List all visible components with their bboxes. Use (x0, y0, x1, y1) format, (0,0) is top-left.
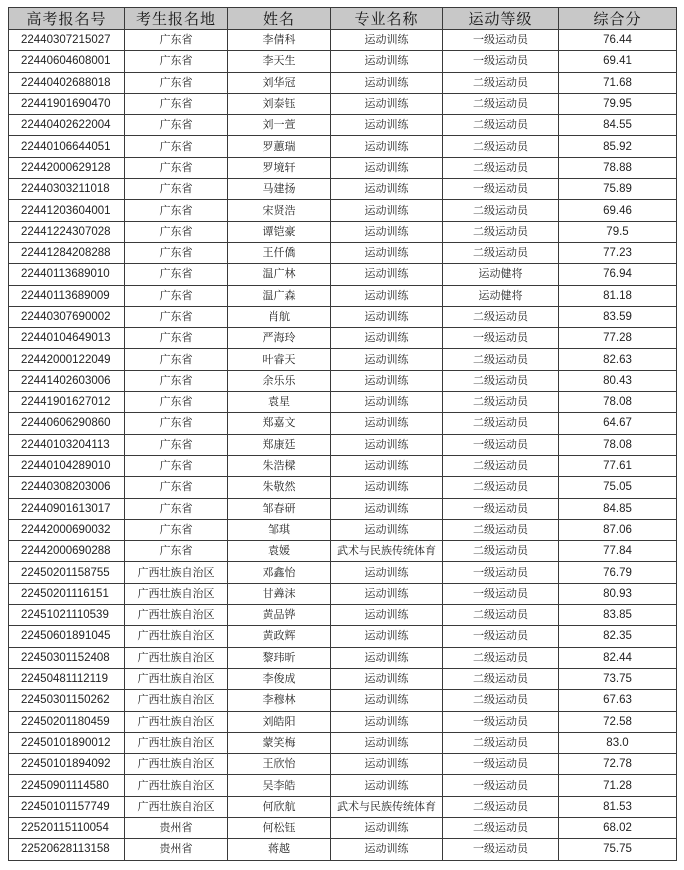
table-row (9, 413, 677, 434)
cell-sport-level: 二级运动员 (443, 605, 559, 626)
cell-name: 朱浩樑 (228, 455, 331, 476)
cell-exam-id: 22441901690470 (9, 93, 125, 114)
cell-major: 运动训练 (331, 242, 443, 263)
table-row (9, 455, 677, 476)
cell-region: 贵州省 (125, 817, 228, 838)
cell-region: 广东省 (125, 413, 228, 434)
cell-exam-id: 22440103204113 (9, 434, 125, 455)
cell-exam-id: 22450201116151 (9, 583, 125, 604)
cell-name: 王仟僑 (228, 242, 331, 263)
cell-name: 肖航 (228, 306, 331, 327)
table-row (9, 647, 677, 668)
cell-major: 运动训练 (331, 349, 443, 370)
header-exam-id: 高考报名号 (9, 8, 125, 30)
cell-major: 运动训练 (331, 200, 443, 221)
cell-region: 广东省 (125, 370, 228, 391)
cell-name: 叶睿天 (228, 349, 331, 370)
cell-name: 严海玲 (228, 328, 331, 349)
cell-region: 贵州省 (125, 839, 228, 860)
cell-score: 83.0 (559, 732, 677, 753)
cell-score: 67.63 (559, 690, 677, 711)
cell-exam-id: 22440402622004 (9, 115, 125, 136)
cell-exam-id: 22450201180459 (9, 711, 125, 732)
cell-name: 郑嘉文 (228, 413, 331, 434)
cell-name: 黄品铧 (228, 605, 331, 626)
cell-region: 广东省 (125, 51, 228, 72)
cell-score: 76.94 (559, 264, 677, 285)
cell-region: 广东省 (125, 264, 228, 285)
cell-exam-id: 22450101890012 (9, 732, 125, 753)
cell-sport-level: 二级运动员 (443, 796, 559, 817)
table-row (9, 605, 677, 626)
cell-name: 邹琪 (228, 519, 331, 540)
table-row (9, 796, 677, 817)
cell-exam-id: 22440113689009 (9, 285, 125, 306)
cell-score: 79.95 (559, 93, 677, 114)
cell-name: 罗境轩 (228, 157, 331, 178)
cell-region: 广西壮族自治区 (125, 626, 228, 647)
cell-region: 广东省 (125, 200, 228, 221)
table-row (9, 370, 677, 391)
cell-score: 72.78 (559, 754, 677, 775)
cell-sport-level: 二级运动员 (443, 392, 559, 413)
cell-exam-id: 22440104289010 (9, 455, 125, 476)
cell-region: 广东省 (125, 285, 228, 306)
cell-name: 罗蕙瑞 (228, 136, 331, 157)
header-major: 专业名称 (331, 8, 443, 30)
cell-sport-level: 二级运动员 (443, 242, 559, 263)
cell-major: 运动训练 (331, 711, 443, 732)
table-row (9, 328, 677, 349)
cell-sport-level: 一级运动员 (443, 711, 559, 732)
cell-score: 81.18 (559, 285, 677, 306)
cell-major: 运动训练 (331, 647, 443, 668)
cell-score: 69.46 (559, 200, 677, 221)
cell-score: 84.85 (559, 498, 677, 519)
cell-sport-level: 一级运动员 (443, 626, 559, 647)
table-row (9, 72, 677, 93)
cell-region: 广东省 (125, 179, 228, 200)
cell-score: 79.5 (559, 221, 677, 242)
cell-sport-level: 一级运动员 (443, 754, 559, 775)
cell-sport-level: 运动健将 (443, 285, 559, 306)
cell-major: 运动训练 (331, 221, 443, 242)
cell-name: 朱敬然 (228, 477, 331, 498)
cell-major: 运动训练 (331, 30, 443, 51)
cell-name: 黎玮昕 (228, 647, 331, 668)
cell-major: 运动训练 (331, 775, 443, 796)
cell-score: 80.43 (559, 370, 677, 391)
cell-score: 77.23 (559, 242, 677, 263)
cell-sport-level: 一级运动员 (443, 498, 559, 519)
cell-sport-level: 一级运动员 (443, 434, 559, 455)
cell-region: 广东省 (125, 328, 228, 349)
cell-exam-id: 22440303211018 (9, 179, 125, 200)
table-row (9, 200, 677, 221)
cell-exam-id: 22520115110054 (9, 817, 125, 838)
cell-exam-id: 22440308203006 (9, 477, 125, 498)
cell-region: 广东省 (125, 30, 228, 51)
cell-score: 77.28 (559, 328, 677, 349)
cell-major: 运动训练 (331, 72, 443, 93)
cell-region: 广东省 (125, 306, 228, 327)
cell-major: 运动训练 (331, 605, 443, 626)
cell-exam-id: 22441224307028 (9, 221, 125, 242)
cell-exam-id: 22450101894092 (9, 754, 125, 775)
cell-region: 广东省 (125, 115, 228, 136)
cell-region: 广东省 (125, 221, 228, 242)
cell-name: 郑康廷 (228, 434, 331, 455)
admissions-table (8, 7, 677, 861)
cell-sport-level: 二级运动员 (443, 136, 559, 157)
cell-score: 80.93 (559, 583, 677, 604)
table-row (9, 583, 677, 604)
cell-exam-id: 22520628113158 (9, 839, 125, 860)
cell-major: 运动训练 (331, 754, 443, 775)
cell-exam-id: 22440604608001 (9, 51, 125, 72)
table-row (9, 179, 677, 200)
cell-exam-id: 22451021110539 (9, 605, 125, 626)
cell-score: 68.02 (559, 817, 677, 838)
cell-name: 王欣怡 (228, 754, 331, 775)
cell-major: 运动训练 (331, 690, 443, 711)
cell-region: 广东省 (125, 477, 228, 498)
cell-region: 广东省 (125, 455, 228, 476)
cell-major: 运动训练 (331, 115, 443, 136)
cell-score: 77.61 (559, 455, 677, 476)
cell-major: 运动训练 (331, 370, 443, 391)
cell-sport-level: 二级运动员 (443, 732, 559, 753)
cell-major: 运动训练 (331, 455, 443, 476)
cell-major: 运动训练 (331, 328, 443, 349)
cell-exam-id: 22441284208288 (9, 242, 125, 263)
cell-region: 广东省 (125, 498, 228, 519)
cell-name: 李倩科 (228, 30, 331, 51)
cell-sport-level: 二级运动员 (443, 477, 559, 498)
cell-major: 运动训练 (331, 668, 443, 689)
cell-score: 77.84 (559, 541, 677, 562)
cell-sport-level: 二级运动员 (443, 668, 559, 689)
cell-exam-id: 22441901627012 (9, 392, 125, 413)
cell-sport-level: 二级运动员 (443, 221, 559, 242)
cell-region: 广东省 (125, 242, 228, 263)
cell-exam-id: 22440104649013 (9, 328, 125, 349)
cell-major: 运动训练 (331, 434, 443, 455)
cell-region: 广西壮族自治区 (125, 732, 228, 753)
cell-region: 广西壮族自治区 (125, 711, 228, 732)
table-row (9, 775, 677, 796)
cell-score: 78.88 (559, 157, 677, 178)
cell-sport-level: 一级运动员 (443, 30, 559, 51)
cell-score: 71.68 (559, 72, 677, 93)
table-row (9, 690, 677, 711)
cell-score: 78.08 (559, 434, 677, 455)
cell-name: 袁媛 (228, 541, 331, 562)
table-row (9, 242, 677, 263)
table-row (9, 477, 677, 498)
cell-region: 广西壮族自治区 (125, 668, 228, 689)
cell-region: 广东省 (125, 349, 228, 370)
cell-sport-level: 二级运动员 (443, 72, 559, 93)
cell-major: 武术与民族传统体育 (331, 796, 443, 817)
cell-score: 73.75 (559, 668, 677, 689)
cell-exam-id: 22440402688018 (9, 72, 125, 93)
cell-major: 运动训练 (331, 285, 443, 306)
table-row (9, 668, 677, 689)
cell-region: 广西壮族自治区 (125, 796, 228, 817)
table-row (9, 562, 677, 583)
cell-score: 82.44 (559, 647, 677, 668)
cell-name: 余乐乐 (228, 370, 331, 391)
table-row (9, 264, 677, 285)
cell-score: 87.06 (559, 519, 677, 540)
cell-major: 运动训练 (331, 519, 443, 540)
table-row (9, 732, 677, 753)
table-row (9, 136, 677, 157)
cell-region: 广西壮族自治区 (125, 562, 228, 583)
cell-major: 运动训练 (331, 179, 443, 200)
cell-major: 运动训练 (331, 839, 443, 860)
cell-sport-level: 一级运动员 (443, 583, 559, 604)
cell-score: 83.59 (559, 306, 677, 327)
cell-region: 广东省 (125, 434, 228, 455)
cell-score: 82.63 (559, 349, 677, 370)
cell-sport-level: 一级运动员 (443, 51, 559, 72)
cell-score: 82.35 (559, 626, 677, 647)
table-row (9, 498, 677, 519)
cell-name: 蒙笑梅 (228, 732, 331, 753)
cell-name: 邹春研 (228, 498, 331, 519)
cell-major: 运动训练 (331, 498, 443, 519)
cell-exam-id: 22442000690032 (9, 519, 125, 540)
cell-score: 83.85 (559, 605, 677, 626)
cell-sport-level: 二级运动员 (443, 200, 559, 221)
cell-score: 64.67 (559, 413, 677, 434)
cell-exam-id: 22450301150262 (9, 690, 125, 711)
table-row (9, 711, 677, 732)
cell-major: 运动训练 (331, 157, 443, 178)
cell-exam-id: 22450101157749 (9, 796, 125, 817)
cell-major: 运动训练 (331, 413, 443, 434)
cell-sport-level: 二级运动员 (443, 817, 559, 838)
cell-sport-level: 二级运动员 (443, 647, 559, 668)
cell-major: 运动训练 (331, 136, 443, 157)
cell-score: 72.58 (559, 711, 677, 732)
cell-major: 运动训练 (331, 477, 443, 498)
cell-name: 李天生 (228, 51, 331, 72)
table-row (9, 392, 677, 413)
cell-exam-id: 22440106644051 (9, 136, 125, 157)
cell-major: 运动训练 (331, 264, 443, 285)
table-row (9, 434, 677, 455)
cell-region: 广西壮族自治区 (125, 647, 228, 668)
cell-name: 刘一萱 (228, 115, 331, 136)
table-row (9, 349, 677, 370)
cell-name: 温广林 (228, 264, 331, 285)
cell-sport-level: 二级运动员 (443, 413, 559, 434)
cell-sport-level: 二级运动员 (443, 455, 559, 476)
cell-sport-level: 二级运动员 (443, 690, 559, 711)
cell-major: 运动训练 (331, 817, 443, 838)
cell-sport-level: 二级运动员 (443, 349, 559, 370)
table-row (9, 626, 677, 647)
cell-exam-id: 22450601891045 (9, 626, 125, 647)
cell-name: 何松钰 (228, 817, 331, 838)
table-row (9, 839, 677, 860)
cell-exam-id: 22440606290860 (9, 413, 125, 434)
cell-exam-id: 22450901114580 (9, 775, 125, 796)
cell-name: 李穆林 (228, 690, 331, 711)
table-row (9, 285, 677, 306)
cell-exam-id: 22441402603006 (9, 370, 125, 391)
cell-region: 广西壮族自治区 (125, 775, 228, 796)
table-row (9, 115, 677, 136)
table-row (9, 51, 677, 72)
cell-major: 运动训练 (331, 306, 443, 327)
cell-region: 广西壮族自治区 (125, 690, 228, 711)
cell-exam-id: 22441203604001 (9, 200, 125, 221)
cell-region: 广东省 (125, 72, 228, 93)
cell-exam-id: 22442000690288 (9, 541, 125, 562)
cell-score: 75.89 (559, 179, 677, 200)
cell-score: 78.08 (559, 392, 677, 413)
table-row (9, 93, 677, 114)
cell-sport-level: 一级运动员 (443, 839, 559, 860)
cell-region: 广东省 (125, 157, 228, 178)
cell-sport-level: 二级运动员 (443, 93, 559, 114)
cell-score: 71.28 (559, 775, 677, 796)
cell-name: 何欣航 (228, 796, 331, 817)
cell-name: 吴李皓 (228, 775, 331, 796)
cell-score: 76.79 (559, 562, 677, 583)
cell-score: 75.75 (559, 839, 677, 860)
cell-sport-level: 二级运动员 (443, 115, 559, 136)
header-region: 考生报名地 (125, 8, 228, 30)
table-row (9, 754, 677, 775)
cell-major: 运动训练 (331, 51, 443, 72)
cell-exam-id: 22442000122049 (9, 349, 125, 370)
cell-name: 温广森 (228, 285, 331, 306)
cell-sport-level: 二级运动员 (443, 519, 559, 540)
table-row (9, 30, 677, 51)
cell-name: 谭铠豪 (228, 221, 331, 242)
cell-exam-id: 22442000629128 (9, 157, 125, 178)
cell-exam-id: 22450481112119 (9, 668, 125, 689)
cell-major: 运动训练 (331, 583, 443, 604)
cell-major: 运动训练 (331, 93, 443, 114)
cell-name: 邓鑫怡 (228, 562, 331, 583)
table-row (9, 221, 677, 242)
cell-score: 81.53 (559, 796, 677, 817)
table-body (9, 30, 677, 861)
cell-score: 69.41 (559, 51, 677, 72)
cell-exam-id: 22450201158755 (9, 562, 125, 583)
cell-sport-level: 二级运动员 (443, 306, 559, 327)
cell-major: 运动训练 (331, 732, 443, 753)
table-row (9, 306, 677, 327)
cell-sport-level: 一级运动员 (443, 562, 559, 583)
cell-sport-level: 二级运动员 (443, 370, 559, 391)
cell-region: 广东省 (125, 392, 228, 413)
cell-major: 运动训练 (331, 626, 443, 647)
cell-exam-id: 22440307215027 (9, 30, 125, 51)
cell-major: 武术与民族传统体育 (331, 541, 443, 562)
cell-sport-level: 运动健将 (443, 264, 559, 285)
cell-sport-level: 一级运动员 (443, 179, 559, 200)
header-sport-level: 运动等级 (443, 8, 559, 30)
header-row (9, 8, 677, 30)
cell-score: 75.05 (559, 477, 677, 498)
cell-region: 广东省 (125, 541, 228, 562)
cell-region: 广西壮族自治区 (125, 605, 228, 626)
cell-name: 刘皓阳 (228, 711, 331, 732)
table-row (9, 157, 677, 178)
cell-score: 84.55 (559, 115, 677, 136)
cell-region: 广西壮族自治区 (125, 754, 228, 775)
cell-name: 宋贤浩 (228, 200, 331, 221)
cell-exam-id: 22440901613017 (9, 498, 125, 519)
header-name: 姓名 (228, 8, 331, 30)
cell-exam-id: 22440113689010 (9, 264, 125, 285)
cell-major: 运动训练 (331, 562, 443, 583)
table-row (9, 519, 677, 540)
cell-name: 蒋越 (228, 839, 331, 860)
cell-major: 运动训练 (331, 392, 443, 413)
cell-name: 李俊成 (228, 668, 331, 689)
cell-sport-level: 二级运动员 (443, 541, 559, 562)
cell-region: 广东省 (125, 93, 228, 114)
cell-region: 广东省 (125, 136, 228, 157)
cell-exam-id: 22450301152408 (9, 647, 125, 668)
cell-name: 刘泰钰 (228, 93, 331, 114)
cell-exam-id: 22440307690002 (9, 306, 125, 327)
table-row (9, 817, 677, 838)
cell-score: 76.44 (559, 30, 677, 51)
cell-sport-level: 一级运动员 (443, 775, 559, 796)
cell-sport-level: 二级运动员 (443, 157, 559, 178)
header-score: 综合分 (559, 8, 677, 30)
cell-score: 85.92 (559, 136, 677, 157)
cell-sport-level: 一级运动员 (443, 328, 559, 349)
admissions-table-container (8, 7, 677, 861)
cell-name: 袁星 (228, 392, 331, 413)
table-row (9, 541, 677, 562)
cell-name: 甘羴沫 (228, 583, 331, 604)
cell-name: 刘华冠 (228, 72, 331, 93)
cell-region: 广西壮族自治区 (125, 583, 228, 604)
cell-name: 马建扬 (228, 179, 331, 200)
cell-region: 广东省 (125, 519, 228, 540)
cell-name: 黄政辉 (228, 626, 331, 647)
